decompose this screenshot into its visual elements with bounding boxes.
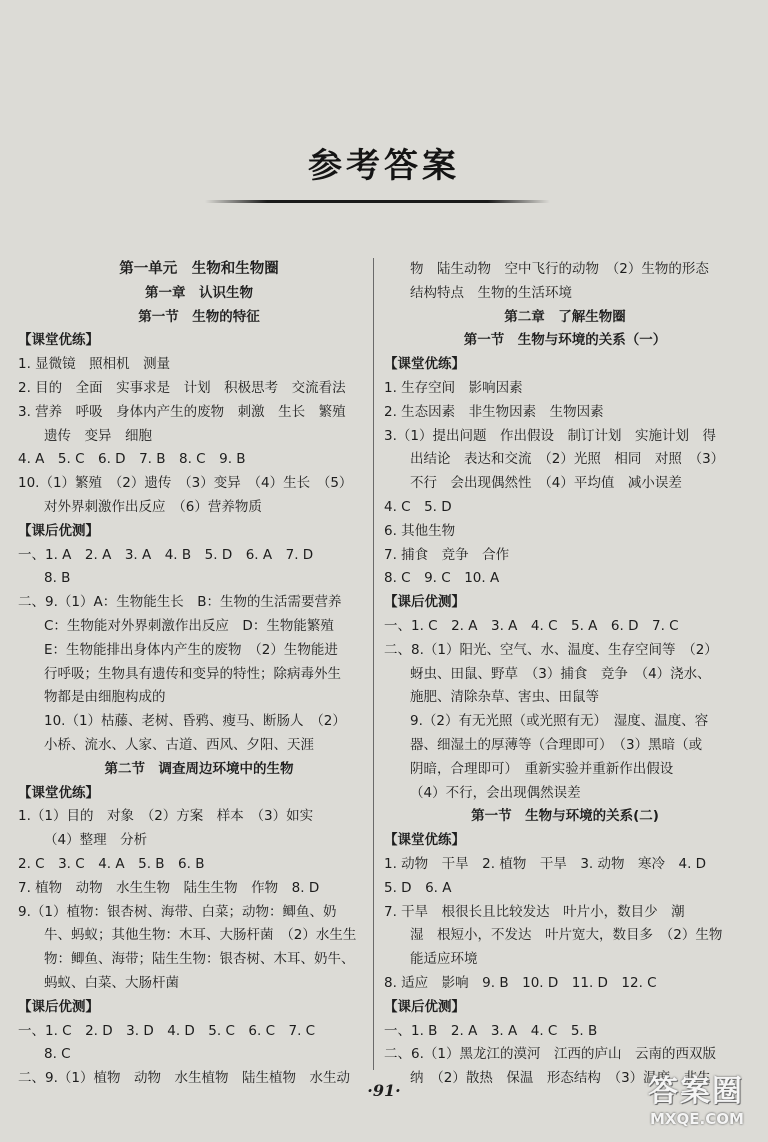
answer-line: 8. B: [44, 570, 71, 587]
answer-line: 一、1. B 2. A 3. A 4. C 5. B: [384, 1022, 598, 1039]
answer-line: 1.（1）目的 对象 （2）方案 样本 （3）如实: [18, 808, 314, 825]
answer-line: 二、8.（1）阳光、空气、水、温度、生存空间等 （2）: [384, 641, 718, 658]
answer-line: 二、9.（1）A：生物能生长 B：生物的生活需要营养: [18, 594, 342, 611]
section-heading: 第二节 调查周边环境中的生物: [104, 760, 294, 777]
answer-line: 8. C 9. C 10. A: [384, 570, 500, 587]
answer-line: 结构特点 生物的生活环境: [410, 284, 572, 301]
answer-line: 8. C: [44, 1046, 71, 1063]
answer-line: 物：鲫鱼、海带；陆生生物：银杏树、木耳、奶牛、: [44, 951, 355, 968]
exercise-label: 【课堂优练】: [384, 356, 465, 373]
answer-line: 对外界刺激作出反应 （6）营养物质: [44, 498, 262, 515]
answer-line: 一、1. A 2. A 3. A 4. B 5. D 6. A 7. D: [18, 546, 314, 563]
answer-line: 8. 适应 影响 9. B 10. D 11. D 12. C: [384, 974, 657, 991]
answer-line: 不行 会出现偶然性 （4）平均值 减小误差: [410, 475, 682, 492]
exercise-label: 【课堂优练】: [18, 332, 99, 349]
page-title: 参考答案: [308, 146, 460, 186]
answer-line: （4）不行，会出现偶然误差: [410, 784, 581, 801]
answer-line: 1. 生存空间 影响因素: [384, 379, 523, 396]
answer-line: 遗传 变异 细胞: [44, 427, 152, 444]
answer-line: 7. 干旱 根很长且比较发达 叶片小，数目少 潮: [384, 903, 685, 920]
answer-line: 2. C 3. C 4. A 5. B 6. B: [18, 855, 205, 872]
answer-line: 4. A 5. C 6. D 7. B 8. C 9. B: [18, 451, 246, 468]
column-divider: [373, 258, 374, 1070]
watermark: [648, 1066, 758, 1138]
answer-line: 能适应环境: [410, 951, 478, 968]
answer-line: 一、1. C 2. D 3. D 4. D 5. C 6. C 7. C: [18, 1022, 316, 1039]
exercise-label: 【课后优测】: [384, 998, 465, 1015]
answer-line: 纳 （2）散热 保温 形态结构 （3）温度 非生: [410, 1070, 711, 1087]
answer-line: C：生物能对外界刺激作出反应 D：生物能繁殖: [44, 617, 334, 634]
answer-line: 一、1. C 2. A 3. A 4. C 5. A 6. D 7. C: [384, 617, 679, 634]
right-column: [384, 258, 746, 1091]
answer-line: E：生物能排出身体内产生的废物 （2）生物能进: [44, 641, 338, 658]
left-column: [18, 258, 380, 1091]
answer-line: 7. 植物 动物 水生生物 陆生生物 作物 8. D: [18, 879, 320, 896]
answer-line: 9.（2）有无光照（或光照有无） 湿度、温度、容: [410, 713, 709, 730]
answer-line: 蚂蚁、白菜、大肠杆菌: [44, 974, 179, 991]
exercise-label: 【课后优测】: [384, 594, 465, 611]
answer-line: 9.（1）植物：银杏树、海带、白菜；动物：鲫鱼、奶: [18, 903, 337, 920]
answer-line: 出结论 表达和交流 （2）光照 相同 对照 （3）: [410, 451, 725, 468]
answer-line: 物都是由细胞构成的: [44, 689, 166, 706]
answer-line: 施肥、清除杂草、害虫、田鼠等: [410, 689, 599, 706]
answer-line: 二、9.（1）植物 动物 水生植物 陆生植物 水生动: [18, 1070, 350, 1087]
answer-line: 1. 显微镜 照相机 测量: [18, 356, 171, 373]
answer-line: 6. 其他生物: [384, 522, 456, 539]
section-heading: 第一单元 生物和生物圈: [119, 261, 279, 277]
watermark-logo: 答案圈: [648, 1074, 744, 1109]
answer-line: 2. 生态因素 非生物因素 生物因素: [384, 403, 604, 420]
answer-line: 3.（1）提出问题 作出假设 制订计划 实施计划 得: [384, 427, 716, 444]
watermark-url: MXQE.COM: [650, 1110, 744, 1128]
answer-line: （4）整理 分析: [44, 832, 148, 849]
answer-line: 3. 营养 呼吸 身体内产生的废物 刺激 生长 繁殖: [18, 403, 346, 420]
answer-line: 器、细湿土的厚薄等（合理即可） （3）黑暗（或: [410, 736, 703, 753]
answer-line: 物 陆生动物 空中飞行的动物 （2）生物的形态: [410, 261, 709, 277]
answer-line: 二、6.（1）黑龙江的漠河 江西的庐山 云南的西双版: [384, 1046, 716, 1063]
answer-line: 10.（1）枯藤、老树、昏鸦、瘦马、断肠人 （2）: [44, 713, 346, 730]
answer-line: 蚜虫、田鼠、野草 （3）捕食 竞争 （4）浇水、: [410, 665, 711, 682]
answer-line: 1. 动物 干旱 2. 植物 干旱 3. 动物 寒冷 4. D: [384, 855, 707, 872]
title-underline: [205, 200, 550, 203]
exercise-label: 【课堂优练】: [18, 784, 99, 801]
answer-line: 5. D 6. A: [384, 879, 452, 896]
exercise-label: 【课堂优练】: [384, 832, 465, 849]
section-heading: 第一节 生物与环境的关系（一）: [463, 332, 667, 349]
section-heading: 第一章 认识生物: [145, 284, 253, 301]
answer-line: 湿 根短小，不发达 叶片宽大，数目多 （2）生物: [410, 927, 723, 944]
answer-line: 2. 目的 全面 实事求是 计划 积极思考 交流看法: [18, 379, 346, 396]
answer-line: 4. C 5. D: [384, 498, 452, 515]
section-heading: 第二章 了解生物圈: [504, 308, 626, 325]
answer-line: 10.（1）繁殖 （2）遗传 （3）变异 （4）生长 （5）: [18, 475, 353, 492]
answer-line: 行呼吸；生物具有遗传和变异的特性；除病毒外生: [44, 665, 341, 682]
answer-line: 牛、蚂蚁；其他生物：木耳、大肠杆菌 （2）水生生: [44, 927, 357, 944]
exercise-label: 【课后优测】: [18, 522, 99, 539]
page-number: ·91·: [367, 1081, 401, 1100]
section-heading: 第一节 生物与环境的关系(二): [471, 808, 659, 825]
answer-line: 7. 捕食 竞争 合作: [384, 546, 510, 563]
exercise-label: 【课后优测】: [18, 998, 99, 1015]
answer-line: 阴暗，合理即可） 重新实验并重新作出假设: [410, 760, 674, 777]
answer-line: 小桥、流水、人家、古道、西风、夕阳、天涯: [44, 736, 314, 753]
section-heading: 第一节 生物的特征: [138, 308, 260, 325]
